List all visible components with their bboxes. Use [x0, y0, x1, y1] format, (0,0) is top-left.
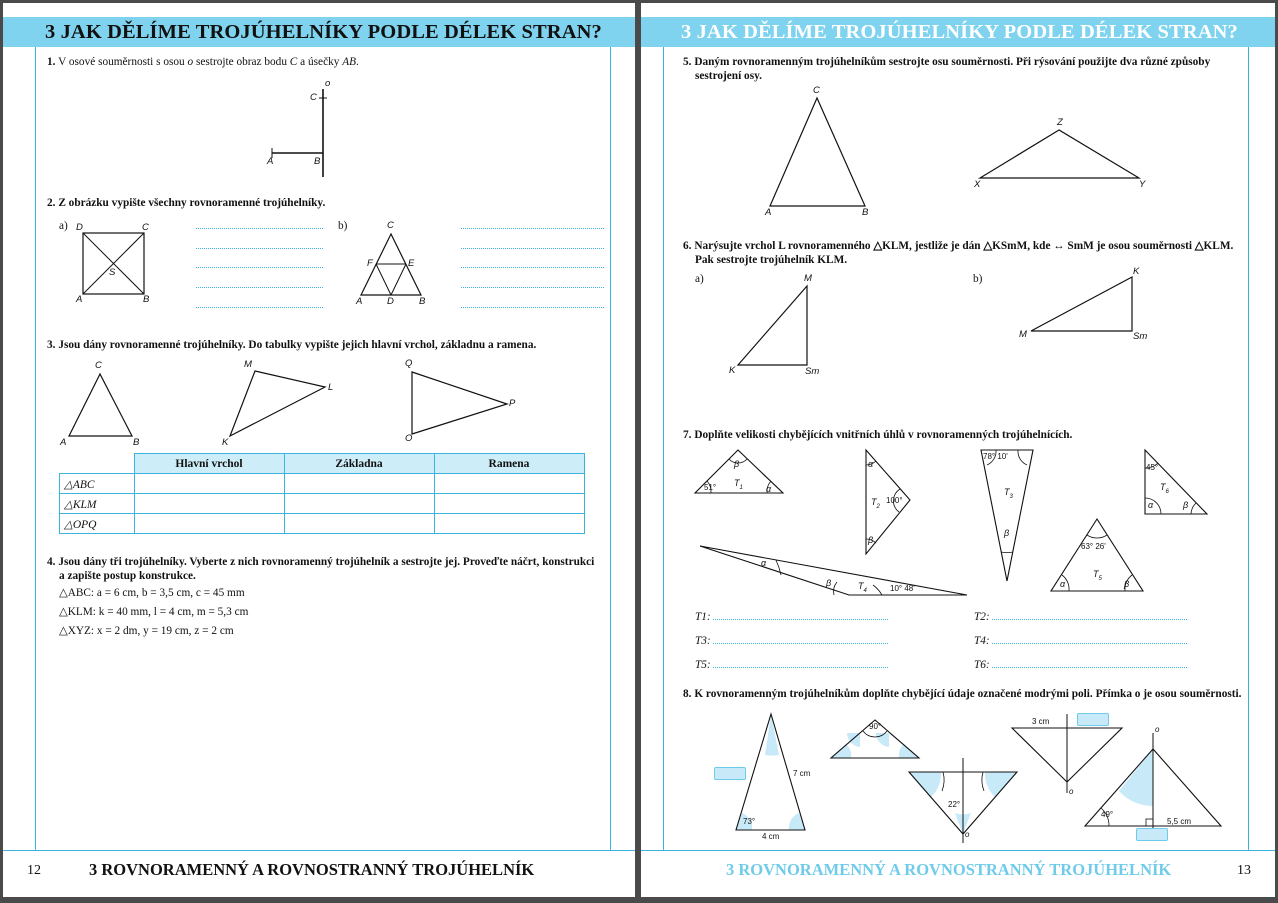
ex1-text: 1. V osové souměrnosti s osou o sestrojte obraz bodu C a úsečky AB.	[47, 56, 359, 68]
ex3-label-b: B	[133, 437, 140, 448]
answer-t1[interactable]: T1:	[695, 611, 888, 623]
ex1-label-b: B	[314, 156, 321, 167]
ex6a-label-k: K	[729, 365, 736, 376]
ex8-figures	[641, 3, 1275, 897]
table-row	[60, 514, 585, 534]
t5-beta: β	[1124, 579, 1130, 589]
ex3-table-corner	[60, 454, 135, 474]
ex5-label-y: Y	[1139, 179, 1146, 190]
ex8-fig5-axis-o: o	[1155, 725, 1160, 734]
ex2b-label-d: D	[387, 296, 394, 307]
left-page	[3, 3, 635, 897]
ex3-table	[59, 453, 585, 534]
ex6-b-label: b)	[973, 273, 983, 285]
ex6a-label-m: M	[804, 273, 812, 284]
ex1-label-a: A	[267, 156, 274, 167]
ex4-triangle-klm: △KLM: k = 40 mm, l = 4 cm, m = 5,3 cm	[59, 606, 249, 618]
ex8-fig3-axis-o: o	[965, 830, 970, 839]
ex5-label-c: C	[813, 85, 820, 96]
t4-name: $T_4$	[858, 581, 867, 594]
ex2a-label-d: D	[76, 222, 83, 233]
ex8-side-3cm: 3 cm	[1032, 717, 1050, 726]
ex8-side-5-5cm: 5,5 cm	[1167, 817, 1192, 826]
ex2a-label-a: A	[76, 294, 83, 305]
ex3-label-o: O	[405, 433, 413, 444]
answer-t3[interactable]: T3:	[695, 635, 888, 647]
ex3-label-p: P	[509, 398, 516, 409]
t1-angle-51: 51°	[704, 483, 717, 492]
ex3-row-label: △KLM	[60, 494, 135, 514]
t3-name: $T_3$	[1004, 487, 1013, 500]
ex2-b-label: b)	[338, 220, 348, 232]
left-footer-title: 3 ROVNORAMENNÝ A ROVNOSTRANNÝ TROJÚHELNÍK	[89, 860, 535, 879]
answer-t5[interactable]: T5:	[695, 659, 888, 671]
ex6-line2: Pak sestrojte trojúhelník KLM.	[695, 254, 848, 266]
ex2a-label-s: S	[109, 267, 116, 278]
ex8-angle-22: 22°	[948, 800, 961, 809]
t5-angle-63: 63° 26'	[1081, 542, 1106, 551]
ex7-text: 7. Doplňte velikosti chybějících vnitřních úhlů v rovnoramenných trojúhelnících.	[683, 429, 1073, 441]
ex3-label-l: L	[328, 382, 334, 393]
right-footer-title: 3 ROVNORAMENNÝ A ROVNOSTRANNÝ TROJÚHELNÍK	[726, 860, 1172, 879]
ex5-label-z: Z	[1057, 117, 1063, 128]
ex8-fig4-axis-o: o	[1069, 787, 1074, 796]
ex3-table-header-zakladna: Základna	[284, 454, 434, 474]
ex4-triangle-xyz: △XYZ: x = 2 dm, y = 19 cm, z = 2 cm	[59, 625, 234, 637]
ex8-angle-49: 49°	[1101, 810, 1114, 819]
t2-alpha: α	[868, 459, 874, 469]
ex5-label-x: X	[974, 179, 981, 190]
t2-angle-100: 100°	[886, 496, 903, 505]
t6-angle-45: 45°	[1146, 463, 1159, 472]
ex3-cell[interactable]	[284, 474, 434, 494]
t6-name: $T_6$	[1160, 482, 1169, 495]
ex8-side-7cm: 7 cm	[793, 769, 811, 778]
ex3-row-label: △ABC	[60, 474, 135, 494]
t1-name: $T_1$	[734, 478, 743, 491]
right-page-number: 13	[1237, 863, 1251, 878]
left-footer	[3, 850, 635, 897]
ex3-cell[interactable]	[134, 474, 284, 494]
ex5-line2: sestrojení osy.	[695, 70, 762, 82]
ex6-a-label: a)	[695, 273, 704, 285]
ex3-label-q: Q	[405, 358, 413, 369]
ex3-text: 3. Jsou dány rovnoramenné trojúhelníky. Do tabulky vypište jejich hlavní vrchol, základnu a ramena.	[47, 339, 537, 351]
ex3-label-m: M	[244, 359, 252, 370]
ex3-cell[interactable]	[284, 494, 434, 514]
t3-beta: β	[1004, 528, 1010, 538]
ex6a-label-sm: Sm	[805, 366, 820, 377]
ex2b-label-a: A	[356, 296, 363, 307]
ex2a-label-b: B	[143, 294, 150, 305]
right-page	[641, 3, 1275, 897]
ex3-cell[interactable]	[284, 514, 434, 534]
ex4-triangle-abc: △ABC: a = 6 cm, b = 3,5 cm, c = 45 mm	[59, 587, 245, 599]
ex3-table-header-ramena: Ramena	[434, 454, 584, 474]
answer-t6[interactable]: T6:	[974, 659, 1187, 671]
t2-name: $T_2$	[871, 497, 880, 510]
ex6b-label-sm: Sm	[1133, 331, 1148, 342]
ex2b-label-e: E	[408, 258, 415, 269]
ex8-angle-90: 90°	[869, 722, 882, 731]
ex3-row-label: △OPQ	[60, 514, 135, 534]
t5-name: $T_5$	[1093, 569, 1102, 582]
ex8-fig5-blue-field[interactable]	[1136, 828, 1168, 841]
t4-alpha: α	[761, 558, 767, 568]
t2-beta: β	[868, 535, 874, 545]
right-page-title: 3 JAK DĚLÍME TROJÚHELNÍKY PODLE DÉLEK STRAN?	[681, 21, 1238, 43]
ex3-label-a: A	[60, 437, 67, 448]
ex2-text: 2. Z obrázku vypište všechny rovnoramenné trojúhelníky.	[47, 197, 326, 209]
t1-alpha: α	[766, 484, 772, 494]
ex6b-label-k: K	[1133, 266, 1140, 277]
t4-beta: β	[826, 578, 832, 588]
ex3-cell[interactable]	[434, 514, 584, 534]
ex6b-label-m: M	[1019, 329, 1027, 340]
t6-alpha: α	[1148, 500, 1154, 510]
ex3-cell[interactable]	[434, 474, 584, 494]
ex8-fig4-blue-field[interactable]	[1077, 713, 1109, 726]
ex3-table-header-row	[60, 454, 585, 474]
t6-beta: β	[1183, 500, 1189, 510]
answer-t4[interactable]: T4:	[974, 635, 1187, 647]
ex5-label-a: A	[765, 207, 772, 218]
ex5-line1: 5. Daným rovnoramenným trojúhelníkům sestrojte osu souměrnosti. Při rýsování použijte dva různé způsoby	[683, 56, 1211, 68]
t5-alpha: α	[1060, 579, 1066, 589]
ex5-label-b: B	[862, 207, 869, 218]
ex2-a-label: a)	[59, 220, 68, 232]
table-row	[60, 494, 585, 514]
ex8-side-4cm: 4 cm	[762, 832, 780, 841]
ex3-cell[interactable]	[134, 494, 284, 514]
ex1-label-o: o	[325, 78, 331, 89]
t3-angle-78: 78° 10'	[983, 452, 1008, 461]
ex3-label-k: K	[222, 437, 229, 448]
ex8-fig1-blue-field[interactable]	[714, 767, 746, 780]
answer-t2[interactable]: T2:	[974, 611, 1187, 623]
ex2b-label-b: B	[419, 296, 426, 307]
ex3-label-c: C	[95, 360, 102, 371]
ex3-table-header-vrchol: Hlavní vrchol	[134, 454, 284, 474]
t1-beta: β	[734, 459, 740, 469]
left-page-title: 3 JAK DĚLÍME TROJÚHELNÍKY PODLE DÉLEK STRAN?	[45, 21, 602, 43]
table-row	[60, 474, 585, 494]
ex2a-label-c: C	[142, 222, 149, 233]
ex8-angle-73: 73°	[743, 817, 756, 826]
ex4-line1: 4. Jsou dány tři trojúhelníky. Vyberte z nich rovnoramenný trojúhelník a sestrojte jej. Proveďte náčrt, konstrukci	[47, 556, 595, 568]
ex2b-label-c: C	[387, 220, 394, 231]
ex4-line2: a zapište postup konstrukce.	[59, 570, 196, 582]
ex6-line1: 6. Narýsujte vrchol L rovnoramenného △KLM, jestliže je dán △KSmM, kde ↔ SmM je osou souměrnosti △KLM.	[683, 240, 1234, 252]
right-footer	[641, 850, 1275, 897]
ex1-label-c: C	[310, 92, 317, 103]
ex2b-label-f: F	[367, 258, 373, 269]
ex3-figures	[3, 3, 635, 897]
ex8-text: 8. K rovnoramenným trojúhelníkům doplňte chybějící údaje označené modrými poli. Přímka o je osou souměrnosti.	[683, 688, 1242, 700]
ex3-cell[interactable]	[434, 494, 584, 514]
ex3-cell[interactable]	[134, 514, 284, 534]
t4-angle-10: 10° 48'	[890, 584, 915, 593]
left-page-number: 12	[27, 863, 41, 878]
